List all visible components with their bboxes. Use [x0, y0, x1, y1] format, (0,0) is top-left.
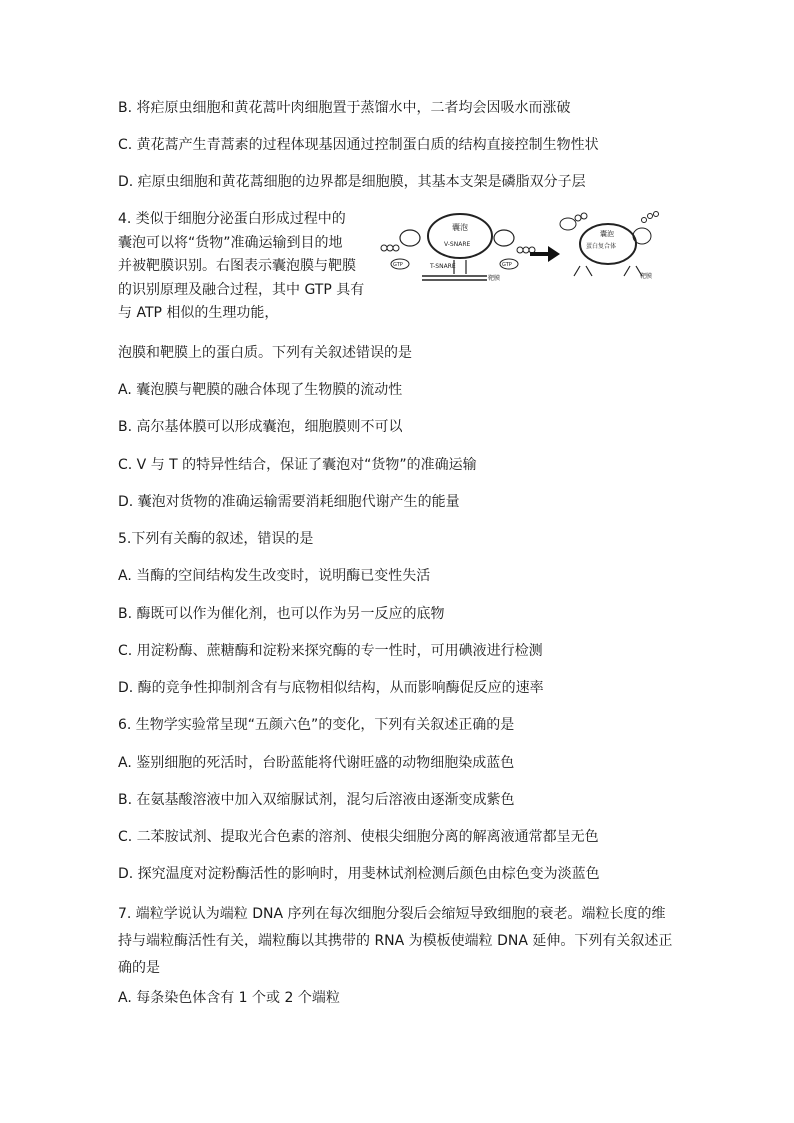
q4-stem [118, 208, 368, 326]
q6-option-c: C. 二苯胺试剂、提取光合色素的溶剂、使根尖细胞分离的解离液通常都呈无色 [118, 829, 599, 845]
complex-label: 蛋白复合体 [586, 243, 617, 250]
q6-option-a: A. 鉴别细胞的死活时，台盼蓝能将代谢旺盛的动物细胞染成蓝色 [118, 755, 515, 771]
t-snare-label: T-SNARE [430, 263, 456, 270]
q3-option-b: B. 将疟原虫细胞和黄花蒿叶肉细胞置于蒸馏水中，二者均会因吸水而涨破 [118, 100, 571, 116]
target-membrane-label: 靶膜 [640, 273, 653, 280]
q4-stem-line: 与 ATP 相似的生理功能， [118, 305, 279, 321]
q4-option-b: B. 高尔基体膜可以形成囊泡，细胞膜则不可以 [118, 419, 403, 435]
vesicle-fusion-figure [372, 206, 662, 296]
q4-stem-line: 的识别原理及融合过程，其中 GTP 具有 [118, 281, 365, 298]
q7-option-a: A. 每条染色体含有 1 个或 2 个端粒 [118, 990, 340, 1006]
q5-option-a: A. 当酶的空间结构发生改变时，说明酶已变性失活 [118, 568, 431, 584]
q5-option-d: D. 酶的竞争性抑制剂含有与底物相似结构，从而影响酶促反应的速率 [118, 680, 544, 696]
q4-stem-line: 并被靶膜识别。右图表示囊泡膜与靶膜 [118, 258, 356, 274]
q4-option-a: A. 囊泡膜与靶膜的融合体现了生物膜的流动性 [118, 382, 403, 398]
vesicle-label: 囊泡 [452, 223, 468, 232]
target-membrane-label: 靶膜 [488, 275, 501, 282]
q6-stem: 6. 生物学实验常呈现“五颜六色”的变化，下列有关叙述正确的是 [118, 717, 515, 733]
q5-option-c: C. 用淀粉酶、蔗糖酶和淀粉来探究酶的专一性时，可用碘液进行检测 [118, 643, 543, 659]
v-snare-label: V-SNARE [444, 241, 471, 248]
q5-stem: 5.下列有关酶的叙述，错误的是 [118, 531, 314, 547]
q7-stem: 7. 端粒学说认为端粒 DNA 序列在每次细胞分裂后会缩短导致细胞的衰老。端粒长度的维持与端粒酶活性有关，端粒酶以其携带的 RNA 为模板使端粒 DNA 延伸。下列有关叙述正确的是 [118, 906, 673, 976]
vesicle-label: 囊泡 [600, 230, 614, 238]
q5-option-b: B. 酶既可以作为催化剂，也可以作为另一反应的底物 [118, 606, 445, 622]
vesicle-shape [428, 214, 492, 258]
q6-option-b: B. 在氨基酸溶液中加入双缩脲试剂，混匀后溶液由逐渐变成紫色 [118, 792, 515, 808]
gtp-label: GTP [393, 262, 403, 268]
gtp-label: GTP [502, 262, 512, 268]
q4-option-c: C. V 与 T 的特异性结合，保证了囊泡对“货物”的准确运输 [118, 457, 477, 473]
q4-option-d: D. 囊泡对货物的准确运输需要消耗细胞代谢产生的能量 [118, 494, 460, 510]
q4-stem-continued: 泡膜和靶膜上的蛋白质。下列有关叙述错误的是 [118, 345, 412, 361]
q4-stem-line: 4. 类似于细胞分泌蛋白形成过程中的 [118, 211, 346, 227]
q3-option-d: D. 疟原虫细胞和黄花蒿细胞的边界都是细胞膜，其基本支架是磷脂双分子层 [118, 174, 586, 190]
q3-option-c: C. 黄花蒿产生青蒿素的过程体现基因通过控制蛋白质的结构直接控制生物性状 [118, 137, 599, 153]
q4-stem-line: 囊泡可以将“货物”准确运输到目的地 [118, 234, 343, 251]
q6-option-d: D. 探究温度对淀粉酶活性的影响时，用斐林试剂检测后颜色由棕色变为淡蓝色 [118, 866, 600, 882]
